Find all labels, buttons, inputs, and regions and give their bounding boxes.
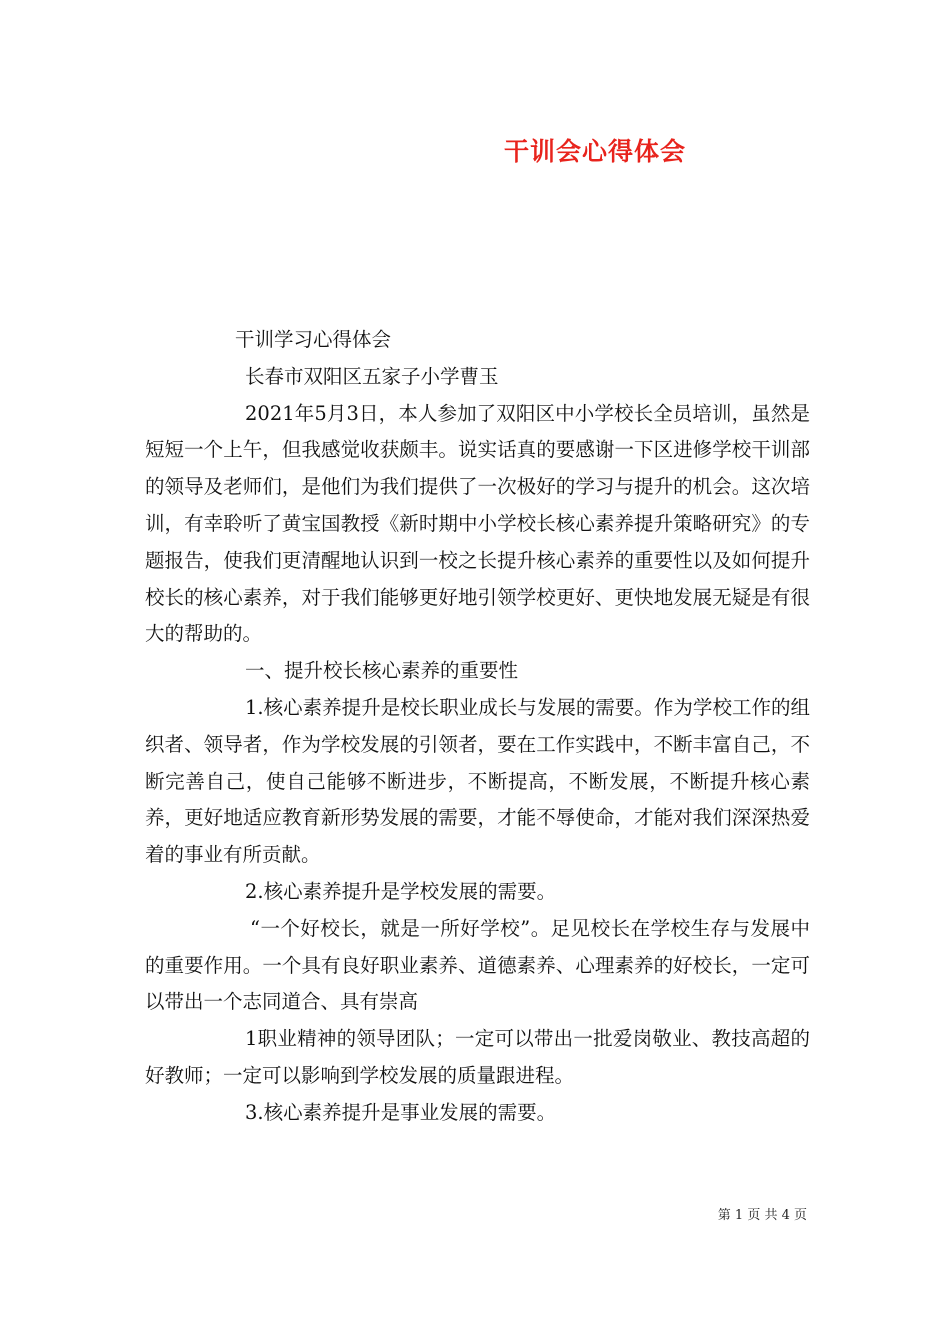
paragraph-good-principal: “一个好校长，就是一所好学校”。足见校长在学校生存与发展中的重要作用。一个具有良好职业素养、道德素养、心理素养的好校长，一定可以带出一个志同道合、具有崇高 <box>145 916 810 1014</box>
section-heading-importance: 一、提升校长核心素养的重要性 <box>245 659 519 683</box>
paragraph-point-2: 2.核心素养提升是学校发展的需要。 <box>245 879 557 903</box>
paragraph-point-1: 1.核心素养提升是校长职业成长与发展的需要。作为学校工作的组织者、领导者，作为学校发展的引领者，要在工作实践中，不断丰富自己，不断完善自己，使自己能够不断进步，不断提高，不断发展，不断提升核心素养，更好地适应教育新形势发展的需要，才能不辱使命，才能对我们深深热爱着的事业有所贡献。 <box>145 695 810 867</box>
document-title: 干训会心得体会 <box>503 137 686 166</box>
document-body <box>145 322 810 1132</box>
paragraph-point-3: 3.核心素养提升是事业发展的需要。 <box>245 1100 557 1124</box>
paragraph-intro: 2021年5月3日，本人参加了双阳区中小学校长全员培训，虽然是短短一个上午，但我感觉收获颇丰。说实话真的要感谢一下区进修学校干训部的领导及老师们，是他们为我们提供了一次极好的学习与提升的机会。这次培训，有幸聆听了黄宝国教授《新时期中小学校长核心素养提升策略研究》的专题报告，使我们更清醒地认识到一校之长提升核心素养的重要性以及如何提升校长的核心素养，对于我们能够更好地引领学校更好、更快地发展无疑是有很大的帮助的。 <box>145 401 810 646</box>
paragraph-author: 长春市双阳区五家子小学曹玉 <box>245 364 499 388</box>
paragraph-subtitle: 干训学习心得体会 <box>235 328 392 351</box>
paragraph-leadership-team: 1职业精神的领导团队；一定可以带出一批爱岗敬业、教技高超的好教师；一定可以影响到学校发展的质量跟进程。 <box>145 1027 810 1087</box>
page-number-footer: 第 1 页 共 4 页 <box>717 1208 807 1223</box>
